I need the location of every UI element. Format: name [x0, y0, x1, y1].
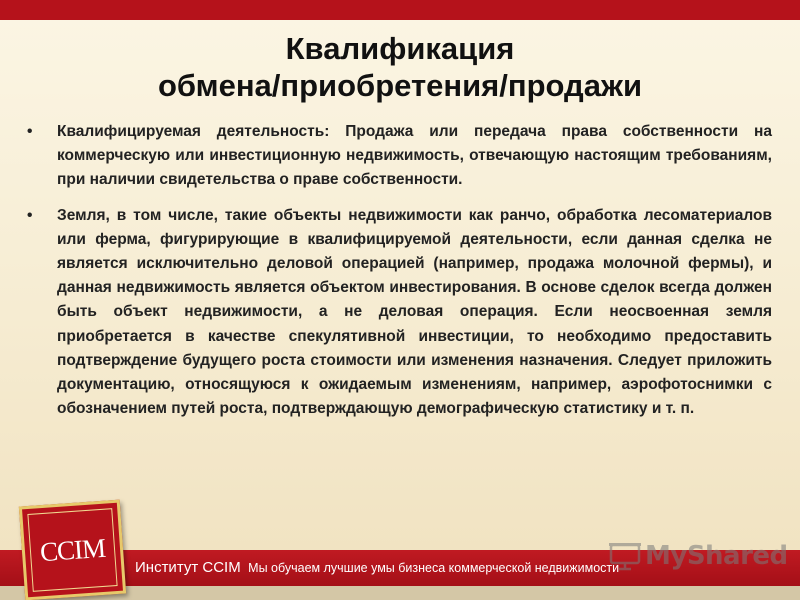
ccim-logo	[19, 500, 126, 600]
footer-org-name: Институт CCIM	[135, 559, 241, 576]
slide-title	[0, 30, 800, 104]
bullet-item-land	[27, 204, 772, 422]
bullet-marker: •	[27, 206, 33, 224]
ccim-logo-text: CCIM	[38, 532, 106, 567]
ccim-logo-frame	[27, 508, 117, 592]
bullet-text: Квалифицируемая деятельность: Продажа или передача права собственности на коммерческую или инвестиционную недвижимость, отвечающую настоящим требованиям, при наличии свидетельства о праве собственности.	[57, 123, 772, 189]
footer-slogan: Мы обучаем лучшие умы бизнеса коммерческой недвижимости	[248, 561, 620, 575]
watermark-text: MyShared	[645, 541, 788, 571]
bullet-item-qualified-activity	[27, 120, 772, 193]
slide-title-line-2: обмена/приобретения/продажи	[157, 68, 643, 103]
bullet-list	[27, 120, 772, 421]
bullet-marker: •	[27, 123, 33, 140]
myshared-watermark	[608, 536, 788, 576]
footer-text	[135, 559, 619, 577]
slide-title-line-1: Квалификация	[285, 31, 515, 66]
bullet-text: Земля, в том числе, такие объекты недвижимости как ранчо, обработка лесоматериалов или ферма, фигурирующие в квалифицируемой деятельности, если данная сделка не является исключительно деловой операцией (например, продажа молочной фермы), и данная недвижимость является объектом инвестирования. В основе сделок всегда должен быть объект недвижимости, а не деловая операция. Если неосвоенная земля приобретается в качестве спекулятивной инвестиции, то необходимо предоставить подтверждение будущего роста стоимости или изменения назначения. Следует приложить документацию, относящуюся к ожидаемым изменениям, например, аэрофотоснимки с обозначением путей роста, подтверждающую демографическую статистику и т. п.	[57, 206, 772, 418]
top-accent-bar	[0, 0, 800, 20]
presentation-icon	[608, 541, 642, 571]
